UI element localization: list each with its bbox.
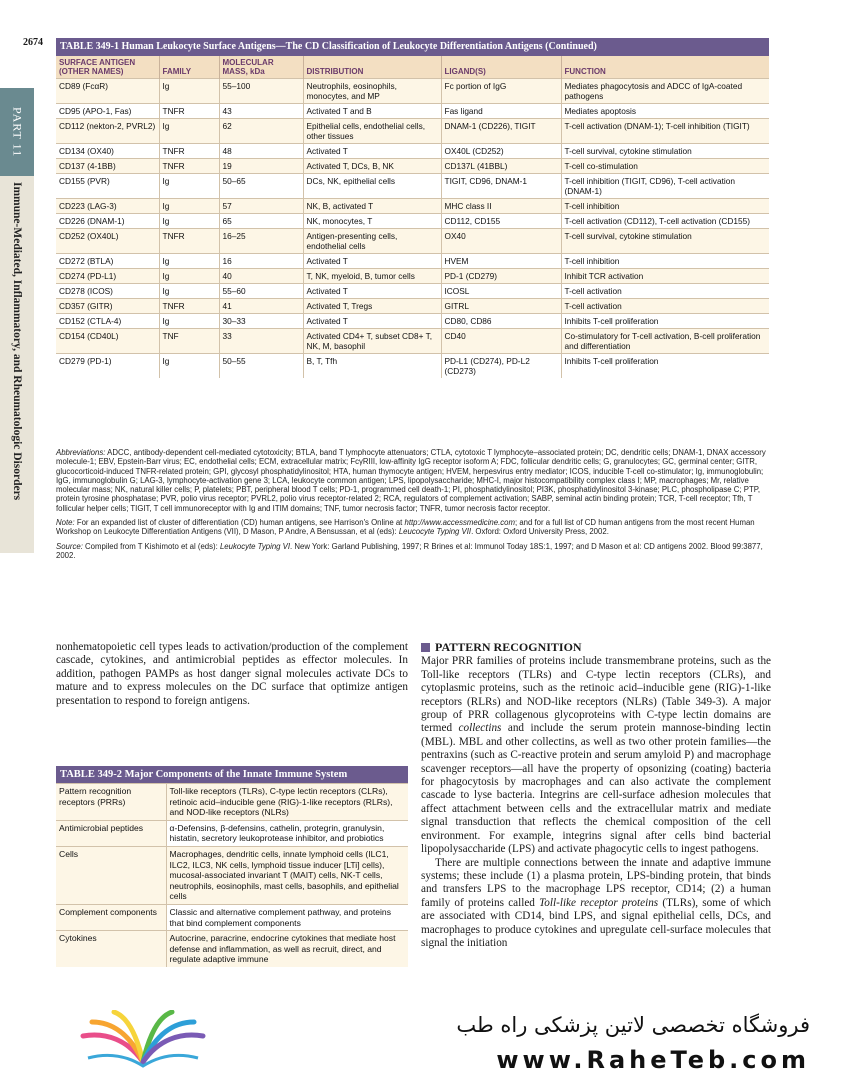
source-text: Compiled from T Kishimoto et al (eds): [85,541,220,551]
table-cell: Activated T [303,144,441,159]
table-cell: CD137L (41BBL) [441,159,561,174]
book-logo-icon [78,1010,208,1070]
abbreviations [56,448,769,513]
paragraph [421,655,771,856]
table-cell: Activated T, DCs, B, NK [303,159,441,174]
page-number: 2674 [23,37,43,48]
table-cell: CD137 (4-1BB) [56,159,159,174]
table-cell: Activated T [303,284,441,299]
table-cell: PD-L1 (CD274), PD-L2 (CD273) [441,354,561,379]
table-row [56,174,769,199]
col-header: MOLECULAR MASS, kDa [219,56,303,79]
table-cell: 33 [219,329,303,354]
table-349-2-grid [56,783,408,967]
table-cell: TNFR [159,104,219,119]
note-link[interactable]: http://www.accessmedicine.com [404,518,515,528]
table-cell: T-cell co-stimulation [561,159,769,174]
table-row [56,846,408,904]
table-349-1-caption: TABLE 349-1 Human Leukocyte Surface Antigens—The CD Classification of Leukocyte Differentiation Antigens (Continued) [56,38,769,56]
table-row [56,329,769,354]
table-cell: T-cell survival, cytokine stimulation [561,144,769,159]
table-cell: NK, monocytes, T [303,214,441,229]
note-label: Note: [56,518,75,528]
table-cell: TNFR [159,229,219,254]
table-cell: Inhibits T-cell proliferation [561,314,769,329]
paragraph-text: and include the serum protein mannose-binding lectin (MBL). MBL and other collectins, as well as two other protein families—the pentraxins (such as C-reactive protein and serum amyloid P) and macrophage scavenger receptors—all have the property of opsonizing (coating) bacteria for phagocytosis by macrophages and can also activate the complement cascade to lyse bacteria. Integrins are cell-surface adhesion molecules that affect attachment between cells and the extracellular matrix and mediate signal transduction that reflects the chemical composition of the cell environment. For example, integrins signal after cells bind bacterial lipopolysaccharide (LPS) and activate phagocytic cells to ingest pathogens. [421,722,771,856]
table-cell: Fas ligand [441,104,561,119]
part-tab [0,88,34,176]
table-cell: CD95 (APO-1, Fas) [56,104,159,119]
note-text: For an expanded list of cluster of differentiation (CD) human antigens, see Harrison's Online at [76,518,405,528]
source [56,542,769,561]
note-text: . Oxford: Oxford University Press, 2002. [471,527,609,537]
table-cell: ICOSL [441,284,561,299]
table-cell: PD-1 (CD279) [441,269,561,284]
table-cell: TNFR [159,144,219,159]
table-cell: Activated T, Tregs [303,299,441,314]
table-row [56,254,769,269]
paragraph-text: There are multiple connections between the innate and adaptive immune systems; these include (1) a plasma protein, LPS-binding protein, that binds and transfers LPS to the macrophage LPS receptor, CD14; (2) a human family of proteins called [421,856,771,909]
table-cell: Pattern recognition receptors (PRRs) [56,784,166,821]
table-cell: DNAM-1 (CD226), TIGIT [441,119,561,144]
table-cell: TIGIT, CD96, DNAM-1 [441,174,561,199]
table-cell: TNF [159,329,219,354]
heading-text: PATTERN RECOGNITION [435,640,582,654]
table-cell: Complement components [56,904,166,930]
table-row [56,199,769,214]
part-sidebar [0,88,34,553]
table-cell: Toll-like receptors (TLRs), C-type lectin receptors (CLRs), retinoic acid–inducible gene (RIG)-1-like receptors (RLRs), and NOD-like receptors (NLRs) [166,784,408,821]
section-tab [0,176,34,553]
table-row [56,354,769,379]
table-cell: Inhibit TCR activation [561,269,769,284]
table-cell: Mediates phagocytosis and ADCC of IgA-coated pathogens [561,79,769,104]
abbrev-label: Abbreviations: [56,448,106,457]
table-cell: CD89 (FcαR) [56,79,159,104]
table-row [56,104,769,119]
table-cell: T-cell inhibition [561,199,769,214]
table-cell: TNFR [159,299,219,314]
table-349-1-grid [56,56,769,378]
table-cell: Ig [159,269,219,284]
table-cell: Ig [159,254,219,269]
heading-square-icon [421,643,430,652]
table-cell: 48 [219,144,303,159]
table-cell: Co-stimulatory for T-cell activation, B-cell proliferation and differentiation [561,329,769,354]
table-cell: CD152 (CTLA-4) [56,314,159,329]
table-cell: Neutrophils, eosinophils, monocytes, and MP [303,79,441,104]
table-cell: T-cell inhibition (TIGIT, CD96), T-cell activation (DNAM-1) [561,174,769,199]
table-cell: CD278 (ICOS) [56,284,159,299]
table-cell: CD357 (GITR) [56,299,159,314]
table-cell: OX40 [441,229,561,254]
table-row [56,284,769,299]
table-row [56,820,408,846]
table-cell: Macrophages, dendritic cells, innate lymphoid cells (ILC1, ILC2, ILC3, NK cells, lymphoid tissue inducer [LTi] cells), mucosal-associated invariant T (MAIT) cells, NK-T cells, neutrophils, eosinophils, mast cells, basophils, and epithelial cells [166,846,408,904]
table-cell: 30–33 [219,314,303,329]
table-cell: CD155 (PVR) [56,174,159,199]
table-349-2 [56,766,408,967]
table-cell: Activated T [303,254,441,269]
table-notes [56,448,769,565]
source-text: . New York: Garland Publishing, 1997; R Brines et al: Immunol Today 18S:1, 1997; and D Mason et al: CD antigens 2002. Blood 99:3877, 2002. [56,541,763,560]
table-row [56,214,769,229]
table-cell: T-cell activation (DNAM-1); T-cell inhibition (TIGIT) [561,119,769,144]
table-cell: CD40 [441,329,561,354]
table-cell: T-cell inhibition [561,254,769,269]
bottom-fade [0,985,844,1000]
note-text: ; and for a full list of CD human antigens from the most recent Human Workshop on Leukocyte Differentiation Antigens (VII), D Mason, P Andre, A Bensussan, et al (eds): [56,518,755,537]
right-column [421,641,771,950]
table-cell: T-cell activation [561,284,769,299]
table-cell: Fc portion of IgG [441,79,561,104]
table-cell: T-cell activation (CD112), T-cell activation (CD155) [561,214,769,229]
table-cell: 55–100 [219,79,303,104]
table-cell: 19 [219,159,303,174]
table-row [56,159,769,174]
table-cell: Ig [159,119,219,144]
table-cell: 50–65 [219,174,303,199]
table-cell: Classic and alternative complement pathway, and proteins that bind complement components [166,904,408,930]
paragraph-text: (TLRs), some of which are associated with CD14, bind LPS, and signal epithelial cells, DCs, and macrophages to produce cytokines and upregulate cell-surface molecules that signal the initiation [421,896,771,949]
table-cell: OX40L (CD252) [441,144,561,159]
store-url[interactable]: www.RaheTeb.com [496,1046,810,1074]
table-cell: Activated T [303,314,441,329]
left-column-body: nonhematopoietic cell types leads to activation/production of the complement cascade, cytokines, and antimicrobial peptides as effector molecules. In addition, pathogen PAMPs as host danger signal molecules activate DCs to mature and to express molecules on the DC surface that optimize antigen presentation to respond to foreign antigens. [56,641,408,707]
table-cell: CD223 (LAG-3) [56,199,159,214]
table-cell: Activated T and B [303,104,441,119]
table-cell: Ig [159,354,219,379]
table-cell: T-cell survival, cytokine stimulation [561,229,769,254]
table-349-1 [56,38,769,378]
table-cell: Ig [159,314,219,329]
table-cell: T, NK, myeloid, B, tumor cells [303,269,441,284]
table-cell: CD154 (CD40L) [56,329,159,354]
table-cell: Ig [159,284,219,299]
col-header: FUNCTION [561,56,769,79]
table-cell: Cytokines [56,931,166,967]
col-header: LIGAND(S) [441,56,561,79]
table-row [56,144,769,159]
table-row [56,229,769,254]
table-cell: GITRL [441,299,561,314]
table-cell: B, T, Tfh [303,354,441,379]
table-cell: MHC class II [441,199,561,214]
table-349-2-caption: TABLE 349-2 Major Components of the Innate Immune System [56,766,408,783]
table-cell: Ig [159,174,219,199]
table-row [56,299,769,314]
table-row [56,314,769,329]
table-cell: 65 [219,214,303,229]
note-book: Leucocyte Typing VII [398,527,472,537]
table-cell: Ig [159,79,219,104]
table-cell: CD112, CD155 [441,214,561,229]
col-header: SURFACE ANTIGEN (OTHER NAMES) [56,56,159,79]
emphasis: collectins [458,722,502,735]
abbrev-text: ADCC, antibody-dependent cell-mediated cytotoxicity; BTLA, band T lymphocyte attenuators; CTLA, cytotoxic T lymphocyte–associated protein; DC, dendritic cells; DNAM-1, DNAX accessory molecule-1; EBV, Epstein-Barr virus; EC, endothelial cells; ECM, extracellular matrix; FcγRIII, low-affinity IgG receptor isoform A; FDC, follicular dendritic cells; G, granulocytes; GC, germinal center; GITR, glucocorticoid-induced TNFR-related protein; GPI, glycosyl phosphatidylinositol; HTA, human thymocyte antigen; HVEM, herpesvirus entry mediator; ICOS, inducible T-cell co-stimulator; Ig, immunoglobulin; IgG, immunoglobulin G; LAG-3, lymphocyte-activation gene 3; LCA, leukocyte common antigen; LPS, lipopolysaccharide; MHC-I, major histocompatibility complex class I; MP, macrophages; Mr, relative molecular mass; NK, natural killer cells; P, platelets; PBT, peripheral blood T cells; PD-1, programmed cell death-1; PI, phosphatidylinositol; PI3K, phosphatidylinositol 3-kinase; PLC, phospholipase C; PTP, protein tyrosine phosphatase; PVR, polio virus receptor; PVRL2, polio virus receptor-related 2; RCA, regulators of complement activation; SABP, seminal actin binding protein; TCR, T-cell receptor; Tfh, T follicular helper cells; TIGIT, T cell immunoreceptor with Ig and ITIM domains; TNF, tumor necrosis factor; TNFR, tumor necrosis factor receptor. [56,448,766,513]
part-label: PART 11 [10,106,25,158]
table-cell: 41 [219,299,303,314]
table-cell: CD80, CD86 [441,314,561,329]
col-header: DISTRIBUTION [303,56,441,79]
table-cell: Ig [159,199,219,214]
table-cell: HVEM [441,254,561,269]
table-cell: T-cell activation [561,299,769,314]
table-cell: Cells [56,846,166,904]
table-cell: Inhibits T-cell proliferation [561,354,769,379]
table-cell: 55–60 [219,284,303,299]
table-cell: TNFR [159,159,219,174]
table-cell: 43 [219,104,303,119]
store-name: فروشگاه تخصصی لاتین پزشکی راه طب [456,1013,810,1037]
table-row [56,269,769,284]
table-row [56,931,408,967]
table-cell: 40 [219,269,303,284]
table-cell: CD252 (OX40L) [56,229,159,254]
table-header-row [56,56,769,79]
table-cell: CD274 (PD-L1) [56,269,159,284]
table-cell: Epithelial cells, endothelial cells, other tissues [303,119,441,144]
table-row [56,784,408,821]
table-row [56,119,769,144]
source-book: Leukocyte Typing VI [219,541,291,551]
table-row [56,79,769,104]
table-row [56,904,408,930]
table-cell: CD272 (BTLA) [56,254,159,269]
paragraph-text: Major PRR families of proteins include transmembrane proteins, such as the Toll-like receptors (TLRs) and C-type lectin receptors (CLRs), and cytoplasmic proteins, such as the retinoic acid–inducible gene (RIG)-1-like receptors (RLRs) and NOD-like receptors (NLRs) (Table 349-3). A major group of PRR collagenous glycoproteins with C-type lectin domains are termed [421,655,771,735]
table-cell: Autocrine, paracrine, endocrine cytokines that mediate host defense and inflammation, as well as recruit, direct, and regulate adaptive immune [166,931,408,967]
table-cell: Ig [159,214,219,229]
section-label: Immune-Mediated, Inflammatory, and Rheumatologic Disorders [11,182,23,501]
table-cell: 16–25 [219,229,303,254]
table-cell: Mediates apoptosis [561,104,769,119]
table-cell: CD279 (PD-1) [56,354,159,379]
table-cell: 62 [219,119,303,144]
table-cell: Antimicrobial peptides [56,820,166,846]
table-cell: CD112 (nekton-2, PVRL2) [56,119,159,144]
section-heading [421,641,771,654]
source-label: Source: [56,541,83,551]
table-cell: 16 [219,254,303,269]
table-cell: DCs, NK, epithelial cells [303,174,441,199]
table-cell: CD134 (OX40) [56,144,159,159]
emphasis: Toll-like receptor proteins [539,896,659,909]
note [56,518,769,537]
table-cell: CD226 (DNAM-1) [56,214,159,229]
table-cell: Activated CD4+ T, subset CD8+ T, NK, M, basophil [303,329,441,354]
paragraph [421,857,771,951]
table-cell: Antigen-presenting cells, endothelial cells [303,229,441,254]
table-cell: 50–55 [219,354,303,379]
table-cell: α-Defensins, β-defensins, cathelin, protegrin, granulysin, histatin, secretory leukoprotease inhibitor, and probiotics [166,820,408,846]
col-header: FAMILY [159,56,219,79]
table-cell: 57 [219,199,303,214]
table-cell: NK, B, activated T [303,199,441,214]
